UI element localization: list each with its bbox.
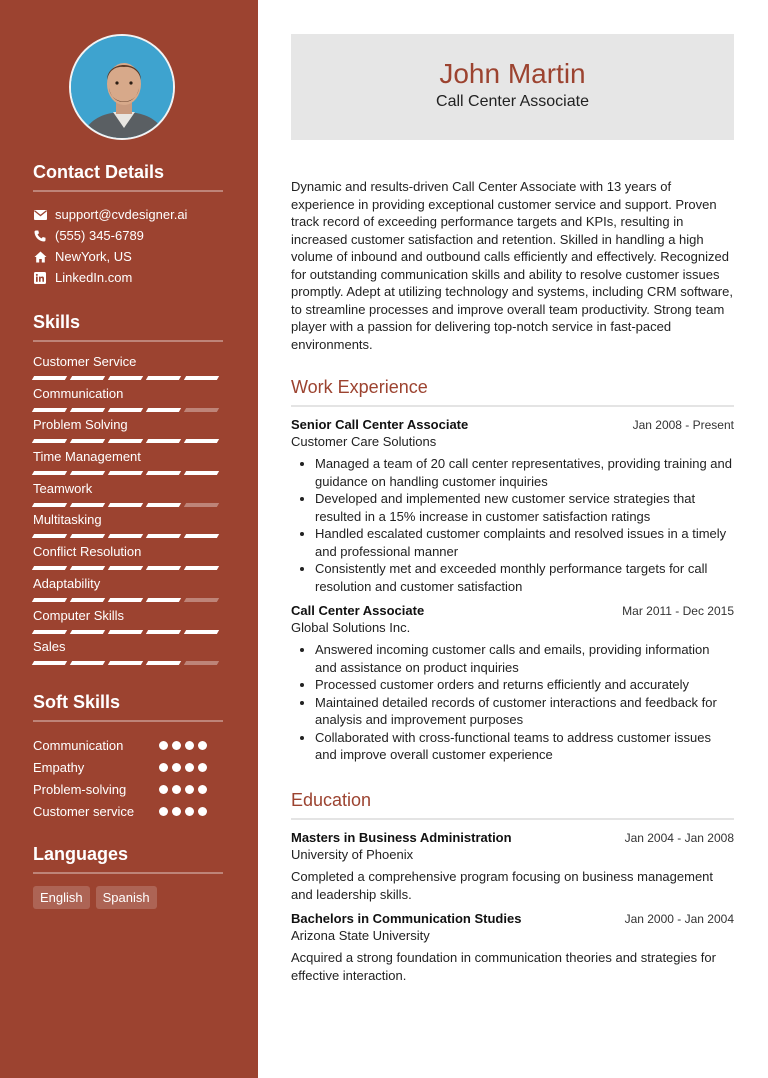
company-name: Global Solutions Inc. — [291, 620, 411, 635]
contact-item — [33, 225, 223, 246]
skill-name: Conflict Resolution — [33, 544, 142, 560]
soft-skill-dot — [185, 807, 194, 816]
skill-level-segment — [184, 566, 219, 570]
skill-level-segment — [108, 503, 143, 507]
soft-skill-dot — [185, 785, 194, 794]
skill-item — [33, 481, 223, 513]
contact-section — [33, 162, 223, 288]
skill-name: Adaptability — [33, 575, 101, 591]
soft-skill-dot — [159, 785, 168, 794]
soft-skill-dot — [159, 807, 168, 816]
soft-skill-item — [33, 756, 223, 778]
skill-level-bar — [33, 408, 223, 412]
skill-item — [33, 386, 223, 418]
skill-level-segment — [146, 439, 181, 443]
skill-name: Communication — [33, 385, 124, 401]
work-bullets — [291, 455, 734, 595]
profile-photo — [71, 36, 175, 140]
skill-level-segment — [70, 661, 105, 665]
languages-title: Languages — [33, 844, 223, 874]
skills-section — [33, 312, 223, 671]
soft-skill-rating — [159, 763, 207, 772]
contact-text: support@cvdesigner.ai — [55, 207, 188, 222]
skill-level-segment — [146, 534, 181, 538]
skill-level-segment — [184, 408, 219, 412]
skill-item — [33, 608, 223, 640]
skill-level-bar — [33, 376, 223, 380]
work-entry — [291, 603, 734, 764]
skill-level-segment — [146, 598, 181, 602]
soft-skill-dot — [185, 763, 194, 772]
work-bullet: • Collaborated with cross-functional teams to address customer issues and improve overall customer experience — [315, 729, 734, 764]
skill-level-segment — [184, 630, 219, 634]
skill-level-bar — [33, 566, 223, 570]
skill-level-segment — [32, 439, 67, 443]
work-experience-title: Work Experience — [291, 377, 734, 407]
contact-text: LinkedIn.com — [55, 270, 133, 285]
skill-level-segment — [70, 376, 105, 380]
soft-skills-list — [33, 734, 223, 822]
skill-level-segment — [146, 503, 181, 507]
soft-skill-name: Empathy — [33, 759, 85, 775]
skill-level-segment — [184, 376, 219, 380]
skill-level-bar — [33, 471, 223, 475]
skill-level-segment — [146, 471, 181, 475]
work-experience-section — [291, 377, 734, 772]
skill-level-segment — [32, 630, 67, 634]
skill-name: Computer Skills — [33, 607, 125, 623]
job-title: Call Center Associate — [291, 603, 425, 618]
profile-summary: Dynamic and results-driven Call Center Associate with 13 years of experience in providing exceptional customer service and support. Proven track record of exceeding performance targets and KPIs, resulting in increased customer satisfaction and retention. Skilled in handling a high volume of inbound and outbound calls efficiently and effectively. Recognized for outstanding communication skills and ability to resolve customer issues promptly. Adept at utilizing technology and systems, including CRM software, to streamline processes and improve overall team productivity. Strong team player with a passion for delivering top-notch service in fast-paced environments. — [291, 179, 733, 352]
skill-item — [33, 544, 223, 576]
skill-level-segment — [70, 439, 105, 443]
work-bullet: • Maintained detailed records of customer interactions and feedback for analysis and improvement purposes — [315, 694, 734, 729]
skill-level-segment — [184, 661, 219, 665]
skill-name: Multitasking — [33, 512, 102, 528]
education-entry — [291, 830, 734, 903]
soft-skill-dot — [172, 741, 181, 750]
skill-level-segment — [32, 376, 67, 380]
soft-skill-item — [33, 734, 223, 756]
education-description: Acquired a strong foundation in communication theories and strategies for effective interaction. — [291, 950, 716, 983]
contact-list — [33, 204, 223, 288]
skill-item — [33, 449, 223, 481]
avatar — [69, 34, 175, 140]
skill-level-bar — [33, 630, 223, 634]
skill-level-segment — [108, 661, 143, 665]
language-chip: English — [33, 886, 90, 909]
skill-level-segment — [32, 503, 67, 507]
education-section — [291, 790, 734, 992]
soft-skill-item — [33, 778, 223, 800]
contact-text: NewYork, US — [55, 249, 132, 264]
skill-level-segment — [70, 630, 105, 634]
degree-title: Masters in Business Administration — [291, 830, 512, 845]
skills-list — [33, 354, 223, 671]
soft-skill-dot — [172, 807, 181, 816]
work-bullets — [291, 641, 734, 764]
skills-title: Skills — [33, 312, 223, 342]
soft-skill-item — [33, 800, 223, 822]
skill-level-bar — [33, 534, 223, 538]
work-bullet: • Managed a team of 20 call center representatives, providing training and guidance on handling customer inquiries — [315, 455, 734, 490]
contact-text: (555) 345-6789 — [55, 228, 144, 243]
skill-level-bar — [33, 439, 223, 443]
language-chip: Spanish — [96, 886, 157, 909]
job-dates: Mar 2011 - Dec 2015 — [622, 604, 734, 618]
skill-level-segment — [146, 661, 181, 665]
work-entry-header — [291, 603, 734, 618]
education-dates: Jan 2004 - Jan 2008 — [624, 831, 734, 845]
institution-name: University of Phoenix — [291, 847, 414, 862]
soft-skill-name: Communication — [33, 737, 124, 753]
work-entry-header — [291, 417, 734, 432]
job-role: Call Center Associate — [436, 93, 589, 110]
name-header — [291, 34, 734, 140]
envelope-icon — [33, 208, 47, 222]
soft-skill-dot — [198, 763, 207, 772]
soft-skill-name: Problem-solving — [33, 781, 127, 797]
company-name: Customer Care Solutions — [291, 434, 437, 449]
skill-level-segment — [108, 376, 143, 380]
soft-skill-rating — [159, 785, 207, 794]
soft-skills-section — [33, 692, 223, 822]
education-description: Completed a comprehensive program focusing on business management and leadership skills. — [291, 869, 714, 902]
work-bullet: • Consistently met and exceeded monthly performance targets for call resolution and customer satisfaction — [315, 560, 734, 595]
skill-level-segment — [32, 566, 67, 570]
skill-name: Customer Service — [33, 354, 137, 369]
skill-level-segment — [146, 630, 181, 634]
soft-skill-dot — [185, 741, 194, 750]
skill-name: Sales — [33, 639, 66, 655]
work-entry — [291, 417, 734, 595]
skill-item — [33, 639, 223, 671]
work-bullet: • Developed and implemented new customer service strategies that resulted in a 15% increase in customer satisfaction ratings — [315, 490, 734, 525]
soft-skill-name: Customer service — [33, 803, 135, 819]
phone-icon — [33, 229, 47, 243]
skill-item — [33, 417, 223, 449]
languages-list — [33, 886, 223, 909]
sidebar — [0, 0, 258, 1078]
institution-name: Arizona State University — [291, 928, 430, 943]
soft-skill-rating — [159, 741, 207, 750]
skill-level-segment — [108, 630, 143, 634]
person-name: John Martin — [439, 58, 586, 89]
skill-level-segment — [32, 598, 67, 602]
skill-name: Problem Solving — [33, 417, 128, 433]
skill-level-bar — [33, 598, 223, 602]
contact-title: Contact Details — [33, 162, 223, 192]
skill-level-segment — [32, 661, 67, 665]
contact-item — [33, 204, 223, 225]
linkedin-icon — [33, 271, 47, 285]
skill-level-segment — [146, 566, 181, 570]
skill-level-segment — [70, 598, 105, 602]
skill-level-segment — [70, 408, 105, 412]
home-icon — [33, 250, 47, 264]
skill-level-segment — [32, 534, 67, 538]
skill-level-segment — [184, 534, 219, 538]
education-entry-header — [291, 911, 734, 926]
skill-level-segment — [32, 471, 67, 475]
skill-level-segment — [70, 503, 105, 507]
soft-skill-dot — [198, 807, 207, 816]
contact-item — [33, 267, 223, 288]
skill-level-segment — [70, 534, 105, 538]
skill-level-segment — [108, 471, 143, 475]
skill-level-segment — [184, 471, 219, 475]
skill-level-segment — [108, 598, 143, 602]
skill-level-segment — [146, 376, 181, 380]
soft-skill-rating — [159, 807, 207, 816]
skill-level-segment — [108, 566, 143, 570]
skill-level-segment — [146, 408, 181, 412]
work-bullet: • Handled escalated customer complaints and resolved issues in a timely and professional manner — [315, 525, 734, 560]
skill-level-segment — [108, 439, 143, 443]
soft-skill-dot — [198, 741, 207, 750]
skill-item — [33, 512, 223, 544]
job-dates: Jan 2008 - Present — [632, 418, 734, 432]
soft-skill-dot — [159, 763, 168, 772]
skill-item — [33, 354, 223, 386]
skill-level-segment — [70, 566, 105, 570]
education-dates: Jan 2000 - Jan 2004 — [624, 912, 734, 926]
job-title: Senior Call Center Associate — [291, 417, 469, 432]
education-entries — [291, 830, 734, 984]
skill-level-segment — [32, 408, 67, 412]
skill-level-segment — [108, 408, 143, 412]
soft-skills-title: Soft Skills — [33, 692, 223, 722]
soft-skill-dot — [198, 785, 207, 794]
languages-section — [33, 844, 223, 909]
education-entry-header — [291, 830, 734, 845]
skill-level-segment — [184, 439, 219, 443]
skill-level-segment — [184, 598, 219, 602]
skill-level-segment — [70, 471, 105, 475]
skill-level-segment — [184, 503, 219, 507]
skill-name: Time Management — [33, 449, 141, 465]
soft-skill-dot — [159, 741, 168, 750]
degree-title: Bachelors in Communication Studies — [291, 911, 522, 926]
soft-skill-dot — [172, 785, 181, 794]
skill-name: Teamwork — [33, 480, 93, 496]
skill-item — [33, 576, 223, 608]
soft-skill-dot — [172, 763, 181, 772]
work-entries — [291, 417, 734, 764]
skill-level-segment — [108, 534, 143, 538]
skill-level-bar — [33, 503, 223, 507]
skill-level-bar — [33, 661, 223, 665]
work-bullet: • Answered incoming customer calls and emails, providing information and assistance on product inquiries — [315, 641, 734, 676]
work-bullet: • Processed customer orders and returns efficiently and accurately — [315, 676, 734, 694]
education-entry — [291, 911, 734, 984]
contact-item — [33, 246, 223, 267]
education-title: Education — [291, 790, 734, 820]
